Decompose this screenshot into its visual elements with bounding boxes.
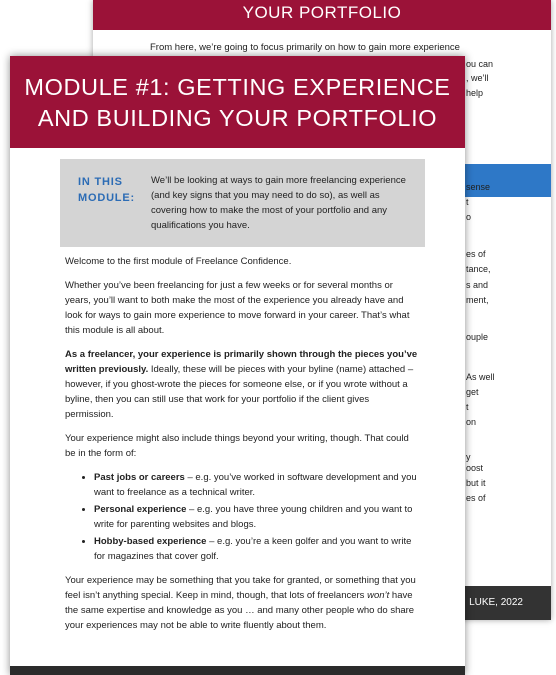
- front-page: [10, 56, 465, 675]
- paragraph-emphasis: won’t: [367, 590, 390, 601]
- experience-list: [65, 470, 420, 564]
- list-item-text: – e.g. you’re a keen golfer and you want to write for magazines that cover golf.: [94, 536, 412, 562]
- back-fragment: es of: [466, 249, 486, 259]
- front-page-footer: [10, 666, 465, 675]
- paragraph-welcome: Welcome to the first module of Freelance Confidence.: [65, 256, 292, 267]
- paragraph-take-for-granted: [65, 573, 420, 633]
- back-fragment: , we’ll: [466, 73, 489, 83]
- paragraph-part-a: Your experience may be something that you take for granted, or something that you feel isn’t anything special. Keep in mind, though, that lots of freelancers: [65, 575, 416, 601]
- module-title-line-2: AND BUILDING YOUR PORTFOLIO: [37, 105, 438, 131]
- back-fragment: on: [466, 417, 477, 427]
- back-fragment: s and: [466, 280, 489, 290]
- paragraph-intro: Whether you’ve been freelancing for just a few weeks or for several months or years, you’ll want to both make the most of the experience you already have and look for ways to gain more experience to move forward in your career. That’s what this module is all about.: [65, 280, 410, 336]
- back-fragment: o: [466, 212, 472, 222]
- list-item: [94, 502, 420, 532]
- list-item-bold: Hobby-based experience: [94, 536, 207, 547]
- module-title: [10, 56, 465, 148]
- list-item: [94, 470, 420, 500]
- in-this-module-callout: [60, 159, 425, 247]
- back-fragment: sense: [466, 182, 491, 192]
- back-page-intro: From here, we’re going to focus primarily on how to gain more experience: [150, 42, 460, 53]
- callout-text: We’ll be looking at ways to gain more freelancing experience (and key signs that you may need to do so), as well as covering how to make the most of your portfolio and any qualifications you have.: [151, 175, 406, 231]
- list-item: [94, 534, 420, 564]
- back-fragment: oost: [466, 463, 484, 473]
- back-fragment: t: [466, 197, 469, 207]
- back-fragment: but it: [466, 478, 486, 488]
- back-footer-text: LUKE, 2022: [469, 597, 523, 608]
- list-item-bold: Past jobs or careers: [94, 472, 185, 483]
- back-fragment: y: [466, 452, 471, 462]
- callout-label: [78, 174, 142, 206]
- callout-label-line-2: MODULE:: [78, 192, 135, 204]
- paragraph-part-b: have the same expertise and knowledge as you … and many other people who do share your experiences may not be able to write fluently about them.: [65, 590, 415, 631]
- module-title-line-1: MODULE #1: GETTING EXPERIENCE: [24, 74, 451, 100]
- back-fragment: get: [466, 387, 479, 397]
- back-page-header: YOUR PORTFOLIO: [93, 0, 551, 30]
- paragraph-experience-rest: Ideally, these will be pieces with your byline (name) attached – however, if you ghost-wrote the pieces for someone else, or if you wrote without a byline, then you can still use that work for your portfolio if the client gives permission.: [65, 364, 414, 420]
- list-item-text: – e.g. you’ve worked in software development and you want to freelance as a technical writer.: [94, 472, 417, 498]
- list-item-text: – e.g. you have three young children and you want to write for parenting websites and blogs.: [94, 504, 413, 530]
- paragraph-experience-bold: As a freelancer, your experience is primarily shown through the pieces you’ve written previously.: [65, 349, 418, 375]
- back-fragment: ou can: [466, 59, 494, 69]
- back-fragment: ment,: [466, 295, 489, 305]
- module-body: [65, 254, 420, 642]
- back-fragment: help: [466, 88, 484, 98]
- list-item-bold: Personal experience: [94, 504, 187, 515]
- back-fragment: ouple: [466, 332, 489, 342]
- back-fragment: tance,: [466, 264, 491, 274]
- back-fragment: As well: [466, 372, 495, 382]
- back-fragment: es of: [466, 493, 486, 503]
- paragraph-beyond-writing: Your experience might also include things beyond your writing, though. That could be in the form of:: [65, 433, 409, 459]
- paragraph-experience: [65, 347, 420, 422]
- back-fragment: t: [466, 402, 469, 412]
- callout-label-line-1: IN THIS: [78, 176, 123, 188]
